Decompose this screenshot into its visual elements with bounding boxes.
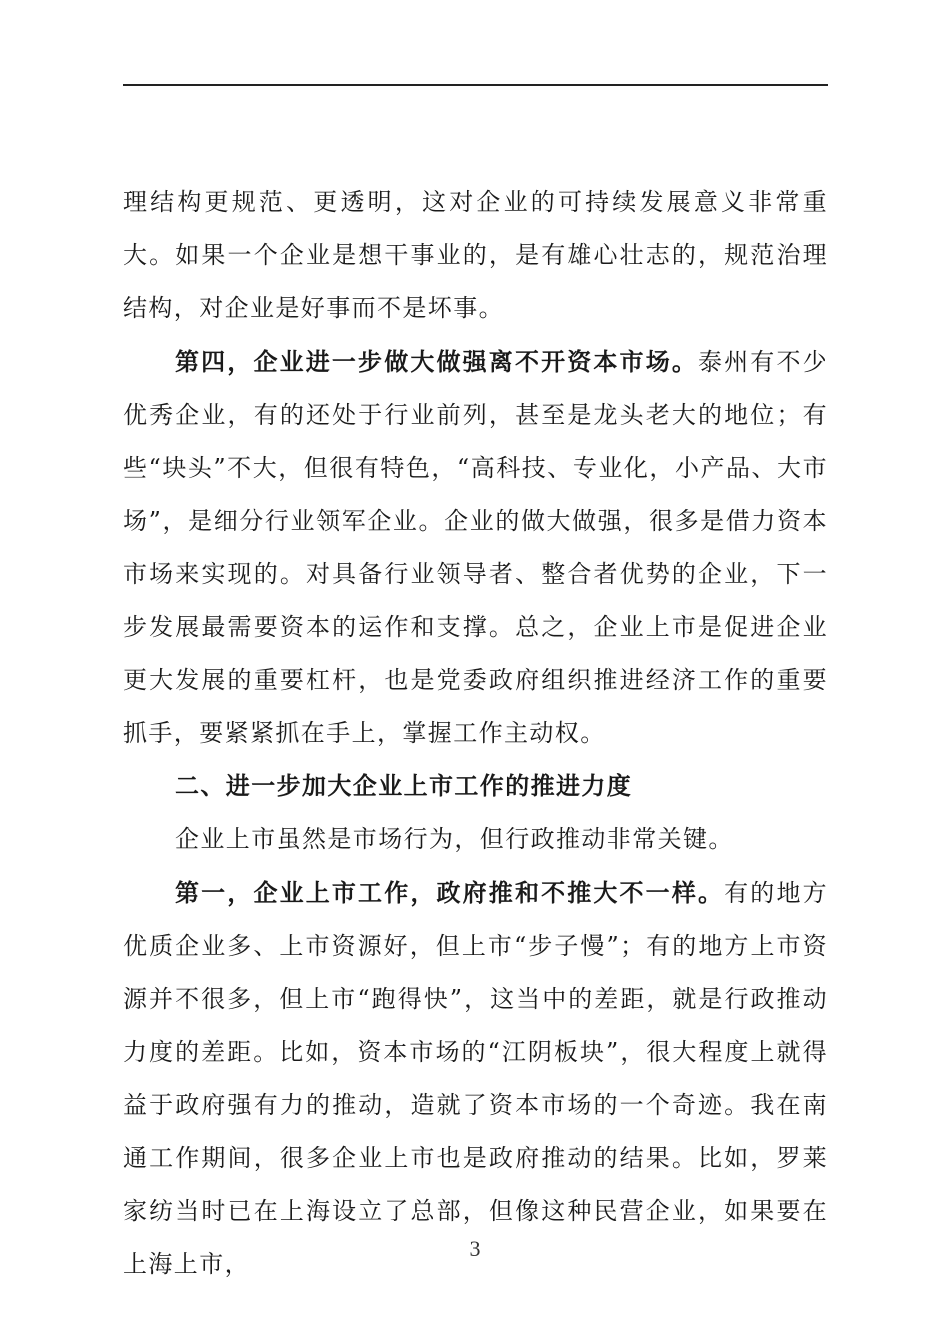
paragraph: [123, 866, 828, 1291]
paragraph-text: 泰州有不少优秀企业，有的还处于行业前列，甚至是龙头老大的地位；有些“块头”不大，但很有特色，“高科技、专业化，小产品、大市场”，是细分行业领军企业。企业的做大做强，很多是借力资本市场来实现的。对具备行业领导者、整合者优势的企业，下一步发展最需要资本的运作和支撑。总之，企业上市是促进企业更大发展的重要杠杆，也是党委政府组织推进经济工作的重要抓手，要紧紧抓在手上，掌握工作主动权。: [123, 348, 828, 747]
paragraph-text: 有的地方优质企业多、上市资源好，但上市“步子慢”；有的地方上市资源并不很多，但上市“跑得快”，这当中的差距，就是行政推动力度的差距。比如，资本市场的“江阴板块”，很大程度上就得益于政府强有力的推动，造就了资本市场的一个奇迹。我在南通工作期间，很多企业上市也是政府推动的结果。比如，罗莱家纺当时已在上海设立了总部，但像这种民营企业，如果要在上海上市，: [123, 879, 828, 1278]
section-heading: 二、进一步加大企业上市工作的推进力度: [175, 772, 633, 800]
document-body: [123, 176, 828, 1291]
page-number: 3: [469, 1236, 481, 1261]
header-rule: [123, 84, 828, 86]
paragraph: [123, 176, 828, 335]
paragraph-lead: 第四，企业进一步做大做强离不开资本市场。: [175, 347, 698, 376]
paragraph-text: 企业上市虽然是市场行为，但行政推动非常关键。: [175, 825, 734, 853]
paragraph: [123, 813, 828, 866]
paragraph: [123, 335, 828, 760]
paragraph-lead: 第一，企业上市工作，政府推和不推大不一样。: [175, 878, 725, 907]
paragraph-text: 理结构更规范、更透明，这对企业的可持续发展意义非常重大。如果一个企业是想干事业的，是有雄心壮志的，规范治理结构，对企业是好事而不是坏事。: [123, 188, 828, 322]
